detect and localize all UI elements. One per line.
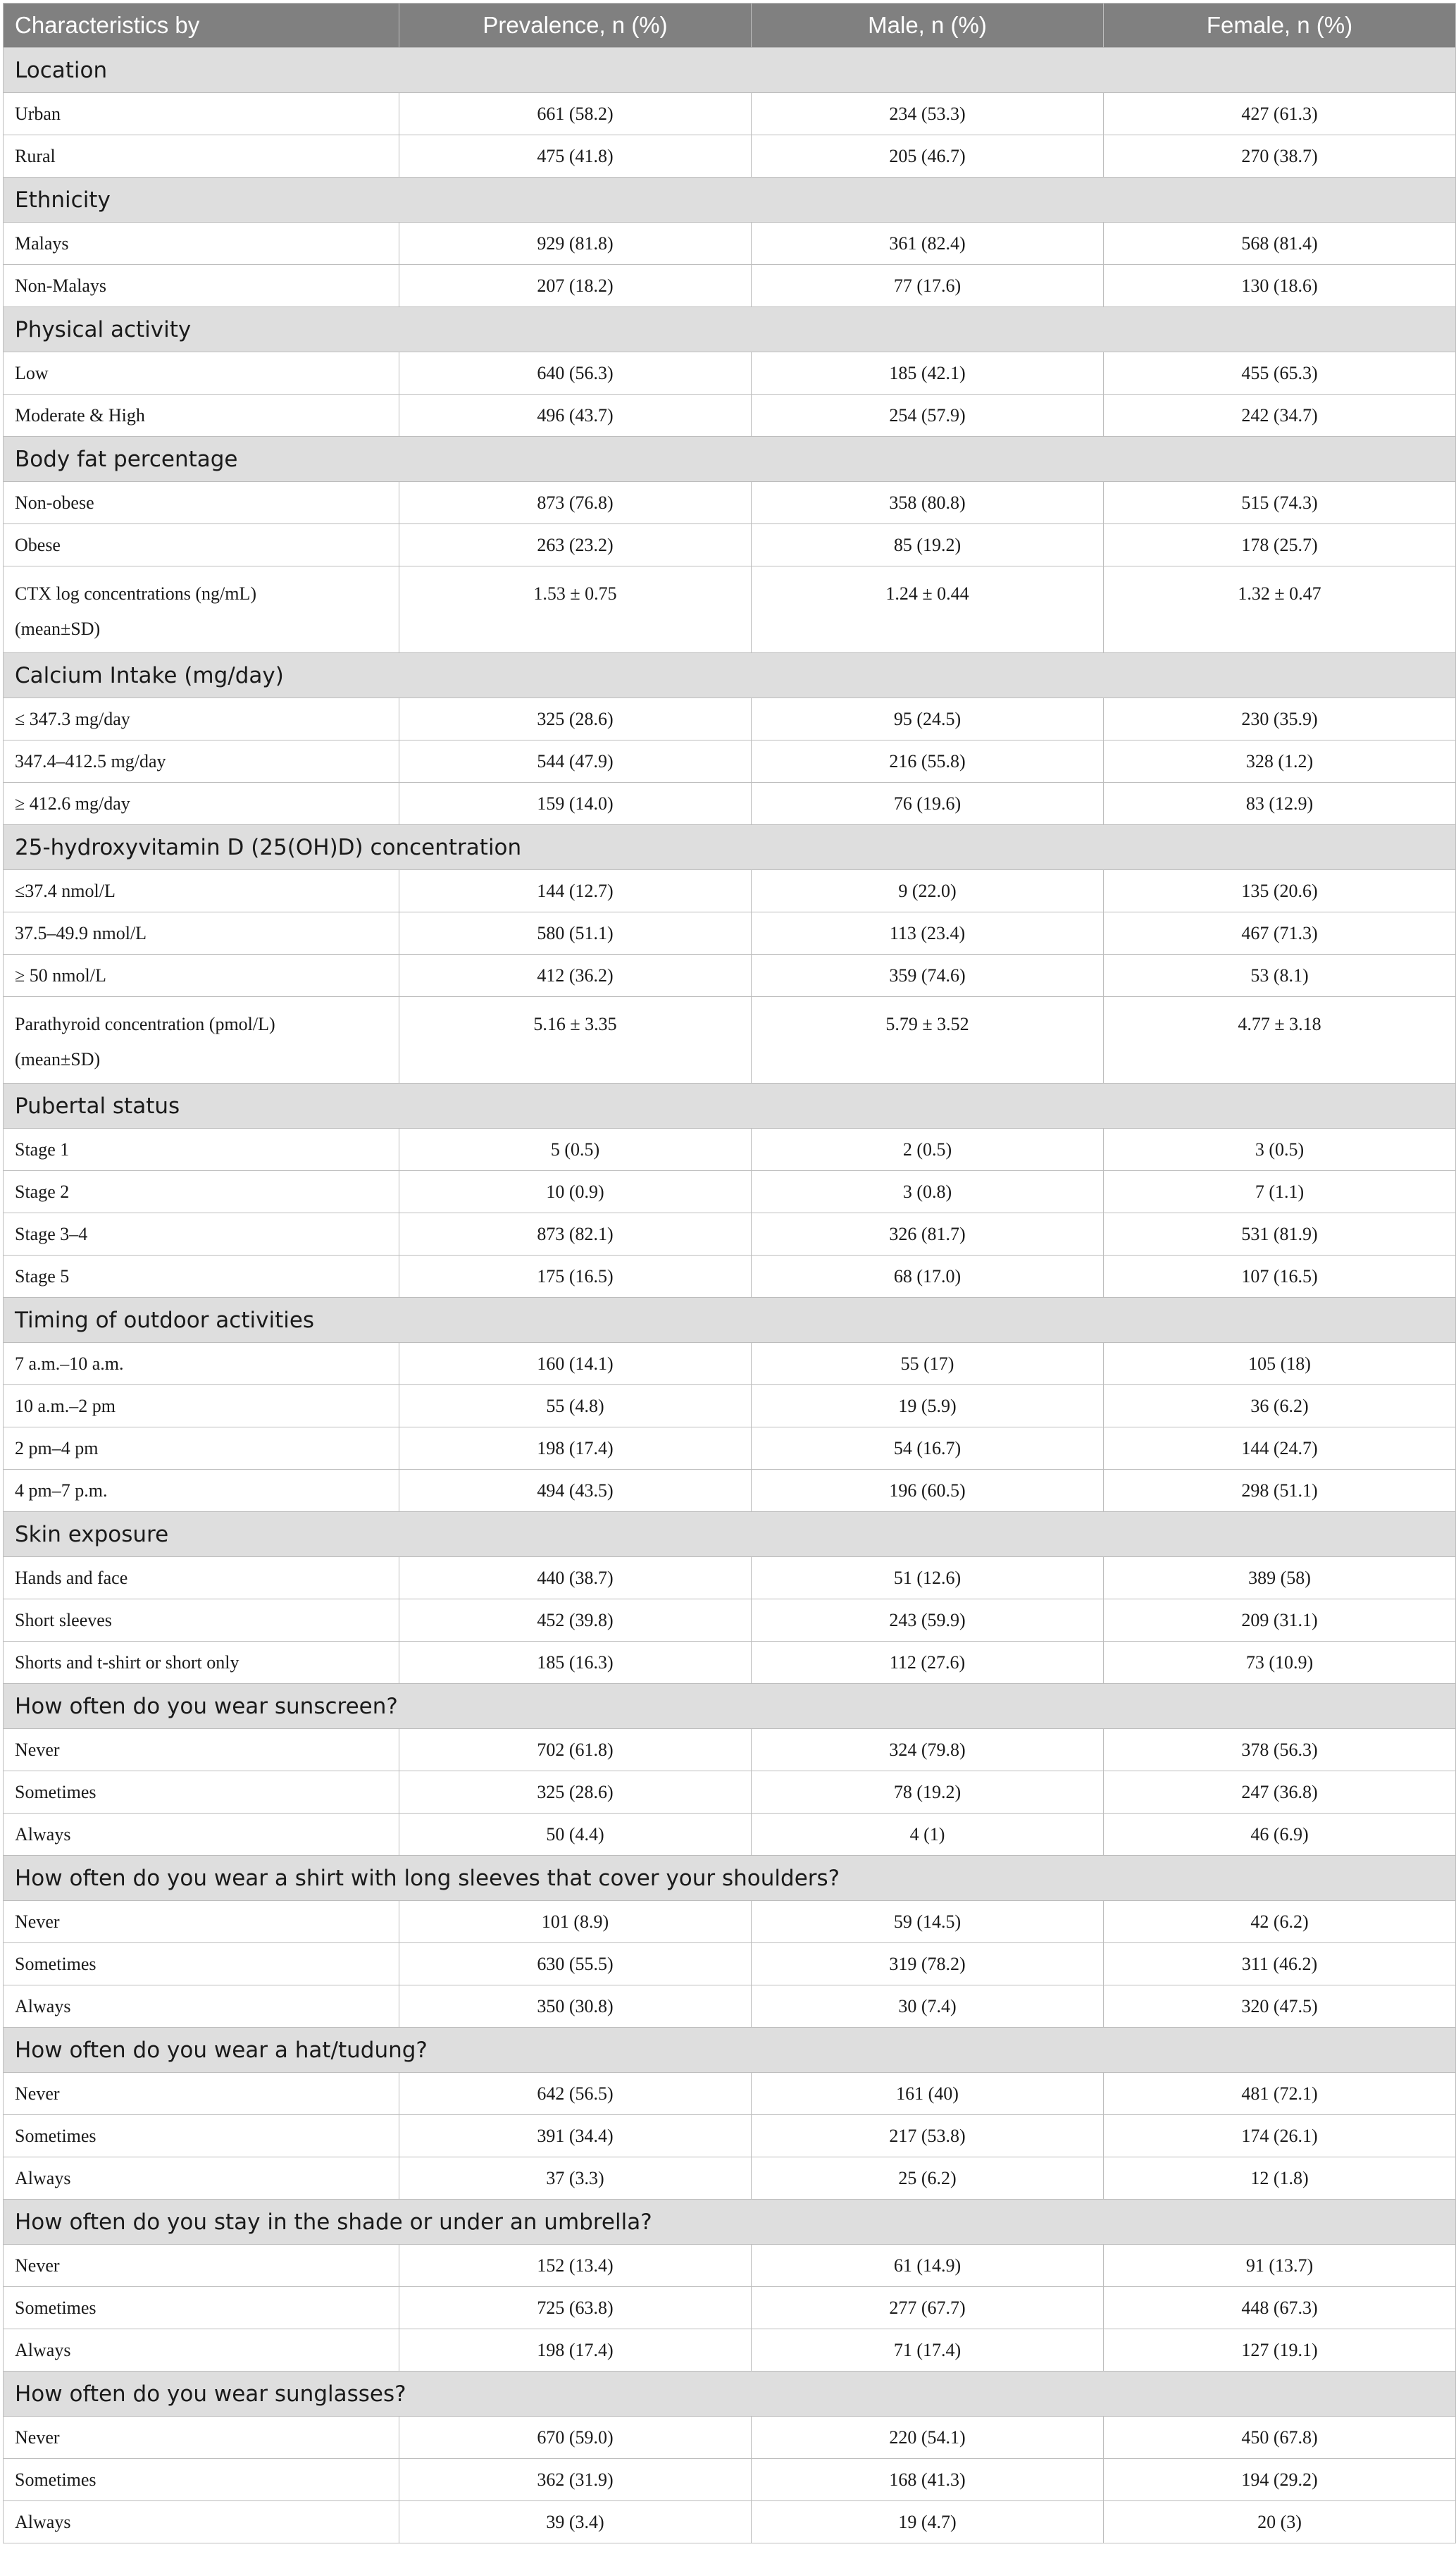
row-label-cell <box>4 870 399 912</box>
male-cell: 359 (74.6) <box>752 955 1104 997</box>
row-label: Never <box>15 1911 60 1932</box>
table-row <box>4 223 1456 265</box>
row-label-cell <box>4 1470 399 1512</box>
section-title: Pubertal status <box>4 1084 1456 1129</box>
female-cell: 242 (34.7) <box>1104 395 1456 437</box>
prevalence-cell: 325 (28.6) <box>399 698 752 740</box>
prevalence-cell: 440 (38.7) <box>399 1557 752 1599</box>
prevalence-cell: 5.16 ± 3.35 <box>399 997 752 1084</box>
row-label: Stage 5 <box>15 1265 70 1287</box>
female-cell: 455 (65.3) <box>1104 352 1456 395</box>
row-label: Never <box>15 2083 60 2104</box>
table-row <box>4 1814 1456 1856</box>
row-label-cell <box>4 1901 399 1943</box>
section-title: Ethnicity <box>4 178 1456 223</box>
row-label: Sometimes <box>15 1781 97 1802</box>
row-label: ≥ 412.6 mg/day <box>15 793 130 814</box>
row-label: Obese <box>15 534 61 555</box>
table-row <box>4 1129 1456 1171</box>
row-label-cell <box>4 698 399 740</box>
prevalence-cell: 160 (14.1) <box>399 1343 752 1385</box>
row-label: 37.5–49.9 nmol/L <box>15 922 147 943</box>
section-header-row <box>4 825 1456 870</box>
prevalence-cell: 496 (43.7) <box>399 395 752 437</box>
prevalence-cell: 101 (8.9) <box>399 1901 752 1943</box>
table-row <box>4 698 1456 740</box>
row-label: Low <box>15 362 49 383</box>
female-cell: 568 (81.4) <box>1104 223 1456 265</box>
section-title: Body fat percentage <box>4 437 1456 482</box>
table-row <box>4 395 1456 437</box>
table-row <box>4 1729 1456 1771</box>
row-label-cell <box>4 1343 399 1385</box>
table-row <box>4 1385 1456 1427</box>
male-cell: 319 (78.2) <box>752 1943 1104 1985</box>
section-title: Skin exposure <box>4 1512 1456 1557</box>
prevalence-cell: 412 (36.2) <box>399 955 752 997</box>
female-cell: 127 (19.1) <box>1104 2329 1456 2372</box>
male-cell: 220 (54.1) <box>752 2417 1104 2459</box>
table-row <box>4 1599 1456 1642</box>
section-title: Timing of outdoor activities <box>4 1298 1456 1343</box>
prevalence-cell: 391 (34.4) <box>399 2115 752 2157</box>
prevalence-cell: 630 (55.5) <box>399 1943 752 1985</box>
table-row <box>4 2501 1456 2543</box>
row-label-cell <box>4 1642 399 1684</box>
male-cell: 30 (7.4) <box>752 1985 1104 2028</box>
prevalence-cell: 144 (12.7) <box>399 870 752 912</box>
row-label-cell <box>4 1427 399 1470</box>
prevalence-cell: 350 (30.8) <box>399 1985 752 2028</box>
table-row <box>4 783 1456 825</box>
row-label-cell <box>4 2157 399 2200</box>
row-label-cell <box>4 135 399 178</box>
male-cell: 254 (57.9) <box>752 395 1104 437</box>
row-label-cell <box>4 955 399 997</box>
male-cell: 113 (23.4) <box>752 912 1104 955</box>
prevalence-cell: 362 (31.9) <box>399 2459 752 2501</box>
prevalence-cell: 661 (58.2) <box>399 93 752 135</box>
row-label-cell <box>4 997 399 1084</box>
table-row <box>4 1901 1456 1943</box>
row-label: 10 a.m.–2 pm <box>15 1395 116 1416</box>
header-characteristics: Characteristics by <box>4 4 399 48</box>
male-cell: 234 (53.3) <box>752 93 1104 135</box>
female-cell: 135 (20.6) <box>1104 870 1456 912</box>
row-label-cell <box>4 265 399 307</box>
female-cell: 105 (18) <box>1104 1343 1456 1385</box>
female-cell: 107 (16.5) <box>1104 1256 1456 1298</box>
row-label-unit: (mean±SD) <box>15 1049 101 1070</box>
female-cell: 144 (24.7) <box>1104 1427 1456 1470</box>
row-label: Short sleeves <box>15 1609 112 1630</box>
row-label: Always <box>15 2339 71 2360</box>
prevalence-cell: 642 (56.5) <box>399 2073 752 2115</box>
male-cell: 19 (4.7) <box>752 2501 1104 2543</box>
table-row <box>4 1343 1456 1385</box>
male-cell: 95 (24.5) <box>752 698 1104 740</box>
prevalence-cell: 725 (63.8) <box>399 2287 752 2329</box>
row-label-cell <box>4 2073 399 2115</box>
table-row <box>4 1771 1456 1814</box>
table-row <box>4 912 1456 955</box>
row-label-cell <box>4 1557 399 1599</box>
female-cell: 270 (38.7) <box>1104 135 1456 178</box>
male-cell: 68 (17.0) <box>752 1256 1104 1298</box>
row-label: ≤ 347.3 mg/day <box>15 708 130 729</box>
row-label-unit: (mean±SD) <box>15 619 101 639</box>
male-cell: 61 (14.9) <box>752 2245 1104 2287</box>
table-row <box>4 1985 1456 2028</box>
row-label: Parathyroid concentration (pmol/L) <box>15 1014 275 1034</box>
table-row <box>4 2459 1456 2501</box>
prevalence-cell: 263 (23.2) <box>399 524 752 566</box>
section-title: Calcium Intake (mg/day) <box>4 653 1456 698</box>
female-cell: 194 (29.2) <box>1104 2459 1456 2501</box>
female-cell: 230 (35.9) <box>1104 698 1456 740</box>
male-cell: 25 (6.2) <box>752 2157 1104 2200</box>
table-header <box>4 4 1456 48</box>
female-cell: 531 (81.9) <box>1104 1213 1456 1256</box>
prevalence-cell: 198 (17.4) <box>399 1427 752 1470</box>
row-label: Stage 2 <box>15 1181 70 1202</box>
prevalence-cell: 185 (16.3) <box>399 1642 752 1684</box>
row-label: Rural <box>15 145 56 166</box>
male-cell: 3 (0.8) <box>752 1171 1104 1213</box>
prevalence-cell: 544 (47.9) <box>399 740 752 783</box>
header-prevalence: Prevalence, n (%) <box>399 4 752 48</box>
row-label: ≤37.4 nmol/L <box>15 880 116 901</box>
table-row <box>4 2115 1456 2157</box>
row-label-cell <box>4 566 399 653</box>
row-label: Never <box>15 2426 60 2448</box>
prevalence-cell: 702 (61.8) <box>399 1729 752 1771</box>
female-cell: 178 (25.7) <box>1104 524 1456 566</box>
section-header-row <box>4 178 1456 223</box>
row-label-cell <box>4 912 399 955</box>
table-row <box>4 1943 1456 1985</box>
header-male: Male, n (%) <box>752 4 1104 48</box>
row-label-cell <box>4 2417 399 2459</box>
row-label-cell <box>4 352 399 395</box>
female-cell: 515 (74.3) <box>1104 482 1456 524</box>
row-label-cell <box>4 223 399 265</box>
section-header-row <box>4 1084 1456 1129</box>
row-label: 7 a.m.–10 a.m. <box>15 1353 124 1374</box>
row-label: Malays <box>15 233 69 254</box>
section-title: How often do you wear a hat/tudung? <box>4 2028 1456 2073</box>
male-cell: 78 (19.2) <box>752 1771 1104 1814</box>
female-cell: 298 (51.1) <box>1104 1470 1456 1512</box>
row-label: Non-Malays <box>15 275 106 296</box>
section-title: How often do you wear sunglasses? <box>4 2372 1456 2417</box>
table-row <box>4 265 1456 307</box>
prevalence-cell: 873 (76.8) <box>399 482 752 524</box>
male-cell: 361 (82.4) <box>752 223 1104 265</box>
prevalence-cell: 929 (81.8) <box>399 223 752 265</box>
female-cell: 83 (12.9) <box>1104 783 1456 825</box>
row-label: Hands and face <box>15 1567 128 1588</box>
male-cell: 112 (27.6) <box>752 1642 1104 1684</box>
table-row <box>4 997 1456 1084</box>
section-title: Physical activity <box>4 307 1456 352</box>
row-label: Always <box>15 2511 71 2532</box>
row-label-cell <box>4 482 399 524</box>
table-row <box>4 2287 1456 2329</box>
row-label-cell <box>4 1129 399 1171</box>
row-label-cell <box>4 740 399 783</box>
table-body <box>4 48 1456 2543</box>
row-label-cell <box>4 2459 399 2501</box>
male-cell: 326 (81.7) <box>752 1213 1104 1256</box>
row-label: 4 pm–7 p.m. <box>15 1480 108 1501</box>
row-label-cell <box>4 1171 399 1213</box>
row-label: Stage 3–4 <box>15 1223 88 1244</box>
table-row <box>4 482 1456 524</box>
prevalence-cell: 55 (4.8) <box>399 1385 752 1427</box>
male-cell: 51 (12.6) <box>752 1557 1104 1599</box>
male-cell: 2 (0.5) <box>752 1129 1104 1171</box>
row-label: Never <box>15 2255 60 2276</box>
row-label-cell <box>4 783 399 825</box>
male-cell: 168 (41.3) <box>752 2459 1104 2501</box>
male-cell: 185 (42.1) <box>752 352 1104 395</box>
row-label: CTX log concentrations (ng/mL) <box>15 583 256 604</box>
female-cell: 36 (6.2) <box>1104 1385 1456 1427</box>
row-label-cell <box>4 1985 399 2028</box>
male-cell: 54 (16.7) <box>752 1427 1104 1470</box>
row-label: Sometimes <box>15 2125 97 2146</box>
table-row <box>4 135 1456 178</box>
female-cell: 7 (1.1) <box>1104 1171 1456 1213</box>
prevalence-cell: 475 (41.8) <box>399 135 752 178</box>
table-row <box>4 2417 1456 2459</box>
female-cell: 3 (0.5) <box>1104 1129 1456 1171</box>
row-label-cell <box>4 395 399 437</box>
row-label: Always <box>15 1823 71 1845</box>
male-cell: 243 (59.9) <box>752 1599 1104 1642</box>
row-label-cell <box>4 2329 399 2372</box>
male-cell: 71 (17.4) <box>752 2329 1104 2372</box>
prevalence-cell: 152 (13.4) <box>399 2245 752 2287</box>
table-row <box>4 1171 1456 1213</box>
row-label-cell <box>4 1599 399 1642</box>
header-female: Female, n (%) <box>1104 4 1456 48</box>
row-label: Shorts and t-shirt or short only <box>15 1651 239 1673</box>
male-cell: 161 (40) <box>752 2073 1104 2115</box>
row-label-cell <box>4 2287 399 2329</box>
section-title: 25-hydroxyvitamin D (25(OH)D) concentration <box>4 825 1456 870</box>
female-cell: 73 (10.9) <box>1104 1642 1456 1684</box>
row-label: ≥ 50 nmol/L <box>15 965 106 986</box>
row-label-cell <box>4 1814 399 1856</box>
prevalence-cell: 39 (3.4) <box>399 2501 752 2543</box>
characteristics-table <box>3 3 1456 2543</box>
section-title: Location <box>4 48 1456 93</box>
male-cell: 277 (67.7) <box>752 2287 1104 2329</box>
male-cell: 59 (14.5) <box>752 1901 1104 1943</box>
female-cell: 378 (56.3) <box>1104 1729 1456 1771</box>
table-row <box>4 1427 1456 1470</box>
table-row <box>4 2245 1456 2287</box>
header-row <box>4 4 1456 48</box>
characteristics-table-container <box>3 3 1455 2543</box>
female-cell: 209 (31.1) <box>1104 1599 1456 1642</box>
prevalence-cell: 207 (18.2) <box>399 265 752 307</box>
table-row <box>4 870 1456 912</box>
prevalence-cell: 640 (56.3) <box>399 352 752 395</box>
male-cell: 217 (53.8) <box>752 2115 1104 2157</box>
table-row <box>4 2329 1456 2372</box>
row-label: 347.4–412.5 mg/day <box>15 750 166 771</box>
female-cell: 91 (13.7) <box>1104 2245 1456 2287</box>
section-header-row <box>4 307 1456 352</box>
row-label: Urban <box>15 103 61 124</box>
female-cell: 53 (8.1) <box>1104 955 1456 997</box>
row-label: Sometimes <box>15 2297 97 2318</box>
male-cell: 55 (17) <box>752 1343 1104 1385</box>
section-title: How often do you stay in the shade or under an umbrella? <box>4 2200 1456 2245</box>
female-cell: 130 (18.6) <box>1104 265 1456 307</box>
row-label-cell <box>4 524 399 566</box>
section-title: How often do you wear a shirt with long sleeves that cover your shoulders? <box>4 1856 1456 1901</box>
female-cell: 481 (72.1) <box>1104 2073 1456 2115</box>
table-row <box>4 1256 1456 1298</box>
section-header-row <box>4 2372 1456 2417</box>
prevalence-cell: 175 (16.5) <box>399 1256 752 1298</box>
row-label: Sometimes <box>15 2469 97 2490</box>
male-cell: 76 (19.6) <box>752 783 1104 825</box>
row-label: Stage 1 <box>15 1139 70 1160</box>
female-cell: 328 (1.2) <box>1104 740 1456 783</box>
female-cell: 389 (58) <box>1104 1557 1456 1599</box>
section-header-row <box>4 48 1456 93</box>
row-label-cell <box>4 1213 399 1256</box>
female-cell: 42 (6.2) <box>1104 1901 1456 1943</box>
female-cell: 448 (67.3) <box>1104 2287 1456 2329</box>
female-cell: 4.77 ± 3.18 <box>1104 997 1456 1084</box>
male-cell: 205 (46.7) <box>752 135 1104 178</box>
table-row <box>4 2073 1456 2115</box>
row-label-cell <box>4 2245 399 2287</box>
male-cell: 77 (17.6) <box>752 265 1104 307</box>
table-row <box>4 740 1456 783</box>
male-cell: 196 (60.5) <box>752 1470 1104 1512</box>
section-header-row <box>4 1856 1456 1901</box>
female-cell: 427 (61.3) <box>1104 93 1456 135</box>
table-row <box>4 1213 1456 1256</box>
prevalence-cell: 37 (3.3) <box>399 2157 752 2200</box>
row-label-cell <box>4 2501 399 2543</box>
row-label-cell <box>4 93 399 135</box>
row-label: Non-obese <box>15 492 94 513</box>
row-label-cell <box>4 1729 399 1771</box>
table-row <box>4 1642 1456 1684</box>
section-header-row <box>4 437 1456 482</box>
row-label: Always <box>15 1995 71 2016</box>
table-row <box>4 524 1456 566</box>
male-cell: 19 (5.9) <box>752 1385 1104 1427</box>
male-cell: 85 (19.2) <box>752 524 1104 566</box>
table-row <box>4 1470 1456 1512</box>
prevalence-cell: 159 (14.0) <box>399 783 752 825</box>
prevalence-cell: 1.53 ± 0.75 <box>399 566 752 653</box>
section-header-row <box>4 2028 1456 2073</box>
female-cell: 450 (67.8) <box>1104 2417 1456 2459</box>
row-label-cell <box>4 1385 399 1427</box>
table-row <box>4 93 1456 135</box>
section-header-row <box>4 1684 1456 1729</box>
male-cell: 216 (55.8) <box>752 740 1104 783</box>
prevalence-cell: 670 (59.0) <box>399 2417 752 2459</box>
prevalence-cell: 494 (43.5) <box>399 1470 752 1512</box>
row-label: Sometimes <box>15 1953 97 1974</box>
prevalence-cell: 5 (0.5) <box>399 1129 752 1171</box>
male-cell: 4 (1) <box>752 1814 1104 1856</box>
section-header-row <box>4 1512 1456 1557</box>
female-cell: 247 (36.8) <box>1104 1771 1456 1814</box>
section-header-row <box>4 653 1456 698</box>
female-cell: 311 (46.2) <box>1104 1943 1456 1985</box>
row-label-cell <box>4 1943 399 1985</box>
section-header-row <box>4 2200 1456 2245</box>
table-row <box>4 955 1456 997</box>
female-cell: 174 (26.1) <box>1104 2115 1456 2157</box>
male-cell: 358 (80.8) <box>752 482 1104 524</box>
female-cell: 12 (1.8) <box>1104 2157 1456 2200</box>
prevalence-cell: 10 (0.9) <box>399 1171 752 1213</box>
row-label-cell <box>4 1771 399 1814</box>
row-label: Moderate & High <box>15 404 145 426</box>
prevalence-cell: 580 (51.1) <box>399 912 752 955</box>
prevalence-cell: 452 (39.8) <box>399 1599 752 1642</box>
section-header-row <box>4 1298 1456 1343</box>
table-row <box>4 1557 1456 1599</box>
female-cell: 1.32 ± 0.47 <box>1104 566 1456 653</box>
female-cell: 20 (3) <box>1104 2501 1456 2543</box>
row-label-cell <box>4 1256 399 1298</box>
male-cell: 9 (22.0) <box>752 870 1104 912</box>
male-cell: 1.24 ± 0.44 <box>752 566 1104 653</box>
prevalence-cell: 198 (17.4) <box>399 2329 752 2372</box>
row-label: Never <box>15 1739 60 1760</box>
row-label: Always <box>15 2167 71 2188</box>
female-cell: 46 (6.9) <box>1104 1814 1456 1856</box>
table-row <box>4 566 1456 653</box>
male-cell: 5.79 ± 3.52 <box>752 997 1104 1084</box>
female-cell: 320 (47.5) <box>1104 1985 1456 2028</box>
prevalence-cell: 873 (82.1) <box>399 1213 752 1256</box>
section-title: How often do you wear sunscreen? <box>4 1684 1456 1729</box>
female-cell: 467 (71.3) <box>1104 912 1456 955</box>
male-cell: 324 (79.8) <box>752 1729 1104 1771</box>
row-label-cell <box>4 2115 399 2157</box>
prevalence-cell: 50 (4.4) <box>399 1814 752 1856</box>
prevalence-cell: 325 (28.6) <box>399 1771 752 1814</box>
table-row <box>4 352 1456 395</box>
table-row <box>4 2157 1456 2200</box>
row-label: 2 pm–4 pm <box>15 1437 99 1458</box>
